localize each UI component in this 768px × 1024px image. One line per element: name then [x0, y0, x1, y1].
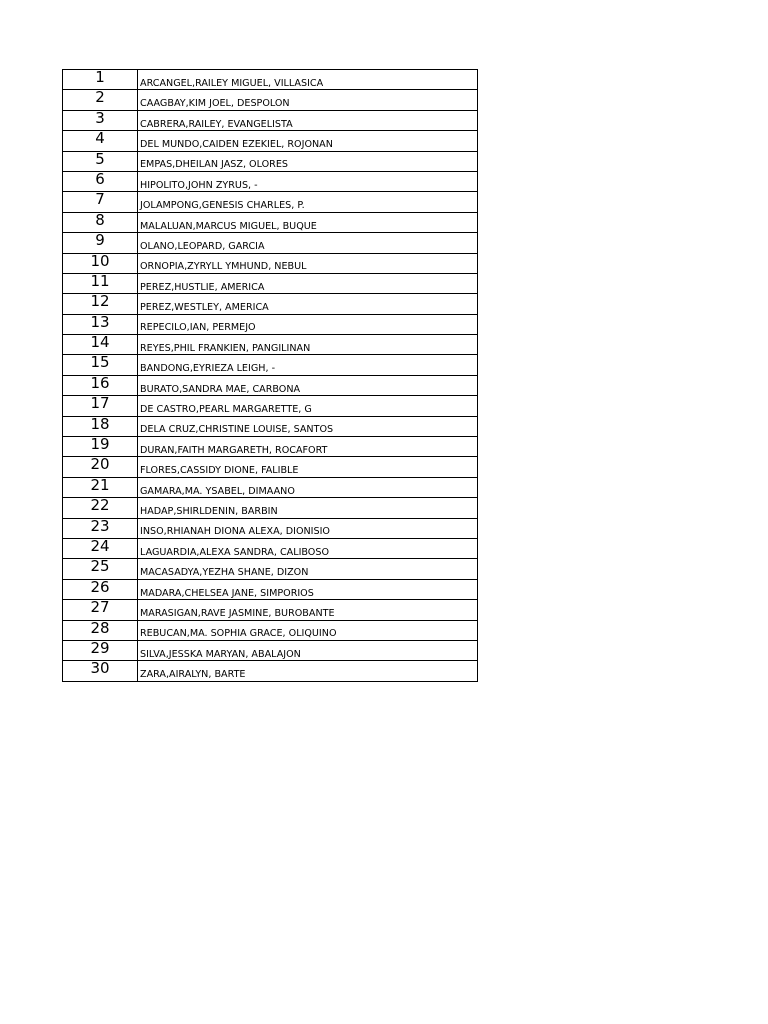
student-name: PEREZ,WESTLEY, AMERICA	[138, 294, 478, 314]
student-name: ZARA,AIRALYN, BARTE	[138, 661, 478, 681]
student-name: BURATO,SANDRA MAE, CARBONA	[138, 375, 478, 395]
student-name: CABRERA,RAILEY, EVANGELISTA	[138, 110, 478, 130]
row-number: 4	[63, 131, 138, 151]
table-row	[63, 171, 478, 191]
row-number: 8	[63, 212, 138, 232]
student-name: REBUCAN,MA. SOPHIA GRACE, OLIQUINO	[138, 620, 478, 640]
row-number: 25	[63, 559, 138, 579]
table-row	[63, 273, 478, 293]
student-name: DURAN,FAITH MARGARETH, ROCAFORT	[138, 437, 478, 457]
row-number: 2	[63, 90, 138, 110]
row-number: 15	[63, 355, 138, 375]
student-name: OLANO,LEOPARD, GARCIA	[138, 233, 478, 253]
table-row	[63, 110, 478, 130]
student-name: MACASADYA,YEZHA SHANE, DIZON	[138, 559, 478, 579]
student-name: MARASIGAN,RAVE JASMINE, BUROBANTE	[138, 600, 478, 620]
student-name: INSO,RHIANAH DIONA ALEXA, DIONISIO	[138, 518, 478, 538]
student-name: REPECILO,IAN, PERMEJO	[138, 314, 478, 334]
row-number: 16	[63, 375, 138, 395]
student-name: GAMARA,MA. YSABEL, DIMAANO	[138, 477, 478, 497]
table-row	[63, 70, 478, 90]
student-name: FLORES,CASSIDY DIONE, FALIBLE	[138, 457, 478, 477]
table-row	[63, 294, 478, 314]
row-number: 23	[63, 518, 138, 538]
student-name: ORNOPIA,ZYRYLL YMHUND, NEBUL	[138, 253, 478, 273]
row-number: 10	[63, 253, 138, 273]
table-row	[63, 640, 478, 660]
table-row	[63, 457, 478, 477]
row-number: 9	[63, 233, 138, 253]
student-name: ARCANGEL,RAILEY MIGUEL, VILLASICA	[138, 70, 478, 90]
student-name: BANDONG,EYRIEZA LEIGH, -	[138, 355, 478, 375]
row-number: 29	[63, 640, 138, 660]
student-roster-table	[62, 69, 478, 682]
table-row	[63, 538, 478, 558]
student-name: HIPOLITO,JOHN ZYRUS, -	[138, 171, 478, 191]
table-row	[63, 355, 478, 375]
row-number: 28	[63, 620, 138, 640]
row-number: 22	[63, 498, 138, 518]
table-row	[63, 661, 478, 681]
student-name: DELA CRUZ,CHRISTINE LOUISE, SANTOS	[138, 416, 478, 436]
row-number: 7	[63, 192, 138, 212]
table-row	[63, 600, 478, 620]
row-number: 11	[63, 273, 138, 293]
student-name: EMPAS,DHEILAN JASZ, OLORES	[138, 151, 478, 171]
student-name: MALALUAN,MARCUS MIGUEL, BUQUE	[138, 212, 478, 232]
student-name: PEREZ,HUSTLIE, AMERICA	[138, 273, 478, 293]
table-row	[63, 620, 478, 640]
row-number: 5	[63, 151, 138, 171]
row-number: 17	[63, 396, 138, 416]
row-number: 30	[63, 661, 138, 681]
row-number: 14	[63, 335, 138, 355]
student-name: JOLAMPONG,GENESIS CHARLES, P.	[138, 192, 478, 212]
table-row	[63, 192, 478, 212]
table-row	[63, 335, 478, 355]
row-number: 1	[63, 70, 138, 90]
table-row	[63, 396, 478, 416]
student-name: LAGUARDIA,ALEXA SANDRA, CALIBOSO	[138, 538, 478, 558]
table-row	[63, 253, 478, 273]
row-number: 6	[63, 171, 138, 191]
row-number: 19	[63, 437, 138, 457]
table-row	[63, 314, 478, 334]
table-row	[63, 416, 478, 436]
student-name: CAAGBAY,KIM JOEL, DESPOLON	[138, 90, 478, 110]
student-name: DEL MUNDO,CAIDEN EZEKIEL, ROJONAN	[138, 131, 478, 151]
row-number: 18	[63, 416, 138, 436]
table-row	[63, 375, 478, 395]
student-name: MADARA,CHELSEA JANE, SIMPORIOS	[138, 579, 478, 599]
table-row	[63, 559, 478, 579]
table-row	[63, 579, 478, 599]
table-row	[63, 518, 478, 538]
row-number: 21	[63, 477, 138, 497]
row-number: 13	[63, 314, 138, 334]
row-number: 24	[63, 538, 138, 558]
row-number: 20	[63, 457, 138, 477]
student-name: DE CASTRO,PEARL MARGARETTE, G	[138, 396, 478, 416]
row-number: 26	[63, 579, 138, 599]
table-row	[63, 131, 478, 151]
table-row	[63, 233, 478, 253]
student-name: REYES,PHIL FRANKIEN, PANGILINAN	[138, 335, 478, 355]
table-row	[63, 498, 478, 518]
table-row	[63, 477, 478, 497]
student-name: HADAP,SHIRLDENIN, BARBIN	[138, 498, 478, 518]
roster-body	[63, 70, 478, 682]
row-number: 3	[63, 110, 138, 130]
table-row	[63, 212, 478, 232]
table-row	[63, 151, 478, 171]
student-name: SILVA,JESSKA MARYAN, ABALAJON	[138, 640, 478, 660]
table-row	[63, 437, 478, 457]
row-number: 12	[63, 294, 138, 314]
row-number: 27	[63, 600, 138, 620]
table-row	[63, 90, 478, 110]
